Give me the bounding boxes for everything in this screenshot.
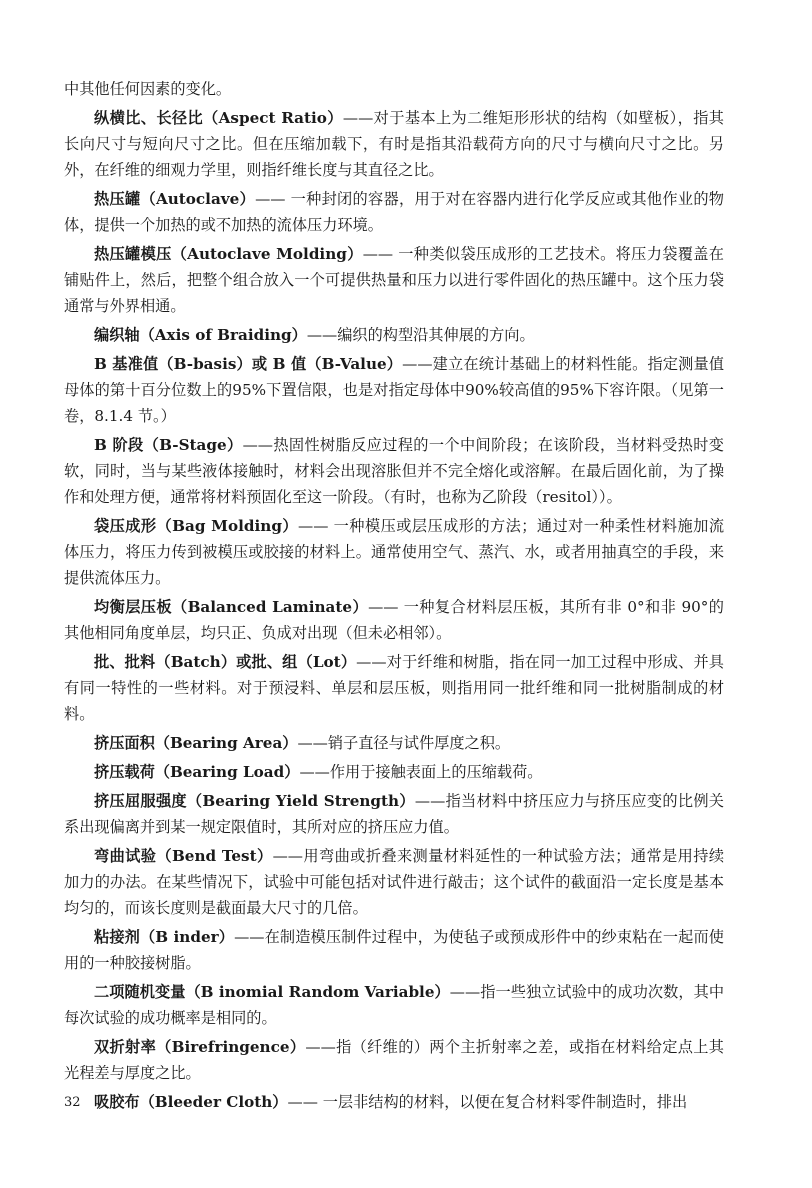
definition: —— 一种封闭的容器，用于对在容器内进行化学反应或其他作业的物体，提供一个加热的或不加热的流体压力环境。 xyxy=(64,190,724,234)
glossary-entry-autoclave xyxy=(64,186,724,238)
term: 二项随机变量（B inomial Random Variable） xyxy=(94,983,450,1001)
glossary-entry-b-stage xyxy=(64,432,724,510)
page-number: 32 xyxy=(64,1095,81,1110)
term: 均衡层压板（Balanced Laminate） xyxy=(94,598,369,616)
definition: ——指当材料中挤压应力与挤压应变的比例关系出现偏离并到某一规定限值时，其所对应的挤压应力值。 xyxy=(64,792,724,836)
glossary-entry-birefringence xyxy=(64,1034,724,1086)
term: B 基准值（B-basis）或 B 值（B-Value） xyxy=(94,355,403,373)
glossary-page xyxy=(64,76,724,1118)
term: 纵横比、长径比（Aspect Ratio） xyxy=(94,109,343,127)
term: 热压罐（Autoclave） xyxy=(94,190,256,208)
glossary-entry-bleeder-cloth xyxy=(64,1089,724,1115)
glossary-entry-batch xyxy=(64,649,724,727)
term: 吸胶布（Bleeder Cloth） xyxy=(94,1093,288,1111)
term: 批、批料（Batch）或批、组（Lot） xyxy=(94,653,357,671)
definition: ——对于基本上为二维矩形形状的结构（如壁板），指其长向尺寸与短向尺寸之比。但在压缩加载下，有时是指其沿载荷方向的尺寸与横向尺寸之比。另外，在纤维的细观力学里，则指纤维长度与其直径之比。 xyxy=(64,109,724,179)
definition: ——在制造模压制件过程中，为使毡子或预成形件中的纱束粘在一起而使用的一种胶接树脂。 xyxy=(64,928,724,972)
definition: —— 一种类似袋压成形的工艺技术。将压力袋覆盖在铺贴件上，然后，把整个组合放入一个可提供热量和压力以进行零件固化的热压罐中。这个压力袋通常与外界相通。 xyxy=(64,245,724,315)
glossary-entry-b-basis xyxy=(64,351,724,429)
definition: —— 一种模压或层压成形的方法；通过对一种柔性材料施加流体压力，将压力传到被模压或胶接的材料上。通常使用空气、蒸汽、水，或者用抽真空的手段，来提供流体压力。 xyxy=(64,517,725,587)
definition: ——对于纤维和树脂，指在同一加工过程中形成、并具有同一特性的一些材料。对于预浸料、单层和层压板，则指用同一批纤维和同一批树脂制成的材料。 xyxy=(64,653,724,723)
glossary-entry-balanced-laminate xyxy=(64,594,724,646)
definition: ——销子直径与试件厚度之积。 xyxy=(297,734,511,752)
glossary-entry-bag-molding xyxy=(64,513,724,591)
glossary-entry-autoclave-molding xyxy=(64,241,724,319)
term: 挤压载荷（Bearing Load） xyxy=(94,763,300,781)
definition: ——用弯曲或折叠来测量材料延性的一种试验方法；通常是用持续加力的办法。在某些情况下，试验中可能包括对试件进行敲击；这个试件的截面沿一定长度是基本均匀的，而该长度则是截面最大尺寸的几倍。 xyxy=(64,847,725,917)
definition: —— 一层非结构的材料，以便在复合材料零件制造时，排出 xyxy=(287,1093,688,1111)
term: 挤压面积（Bearing Area） xyxy=(94,734,298,752)
glossary-entry-binomial-random-variable xyxy=(64,979,724,1031)
term: 热压罐模压（Autoclave Molding） xyxy=(94,245,363,263)
glossary-entry-bend-test xyxy=(64,843,724,921)
definition: ——指一些独立试验中的成功次数，其中每次试验的成功概率是相同的。 xyxy=(64,983,725,1027)
glossary-entry-axis-of-braiding xyxy=(64,322,724,348)
continuation-text: 中其他任何因素的变化。 xyxy=(64,80,232,98)
term: 粘接剂（B inder） xyxy=(94,928,235,946)
definition: ——指（纤维的）两个主折射率之差，或指在材料给定点上其光程差与厚度之比。 xyxy=(64,1038,724,1082)
term: 挤压屈服强度（Bearing Yield Strength） xyxy=(94,792,415,810)
term: 弯曲试验（Bend Test） xyxy=(94,847,273,865)
term: B 阶段（B-Stage） xyxy=(94,436,243,454)
definition: ——热固性树脂反应过程的一个中间阶段；在该阶段，当材料受热时变软，同时，当与某些液体接触时，材料会出现溶胀但并不完全熔化或溶解。在最后固化前，为了操作和处理方便，通常将材料预固化至这一阶段。（有时，也称为乙阶段（resitol））。 xyxy=(64,436,724,506)
term: 袋压成形（Bag Molding） xyxy=(94,517,299,535)
definition: —— 一种复合材料层压板，其所有非 0°和非 90°的其他相同角度单层，均只正、负成对出现（但未必相邻）。 xyxy=(64,598,724,642)
glossary-entry-aspect-ratio xyxy=(64,105,724,183)
definition: ——编织的构型沿其伸展的方向。 xyxy=(306,326,535,344)
glossary-entry-bearing-yield-strength xyxy=(64,788,724,840)
glossary-entry-bearing-area xyxy=(64,730,724,756)
definition: ——建立在统计基础上的材料性能。指定测量值母体的第十百分位数上的95%下置信限，也是对指定母体中90%较高值的95%下容许限。（见第一卷，8.1.4 节。） xyxy=(64,355,725,425)
glossary-entry-bearing-load xyxy=(64,759,724,785)
term: 编织轴（Axis of Braiding） xyxy=(94,326,307,344)
definition: ——作用于接触表面上的压缩载荷。 xyxy=(299,763,543,781)
glossary-entry-binder xyxy=(64,924,724,976)
term: 双折射率（Birefringence） xyxy=(94,1038,306,1056)
